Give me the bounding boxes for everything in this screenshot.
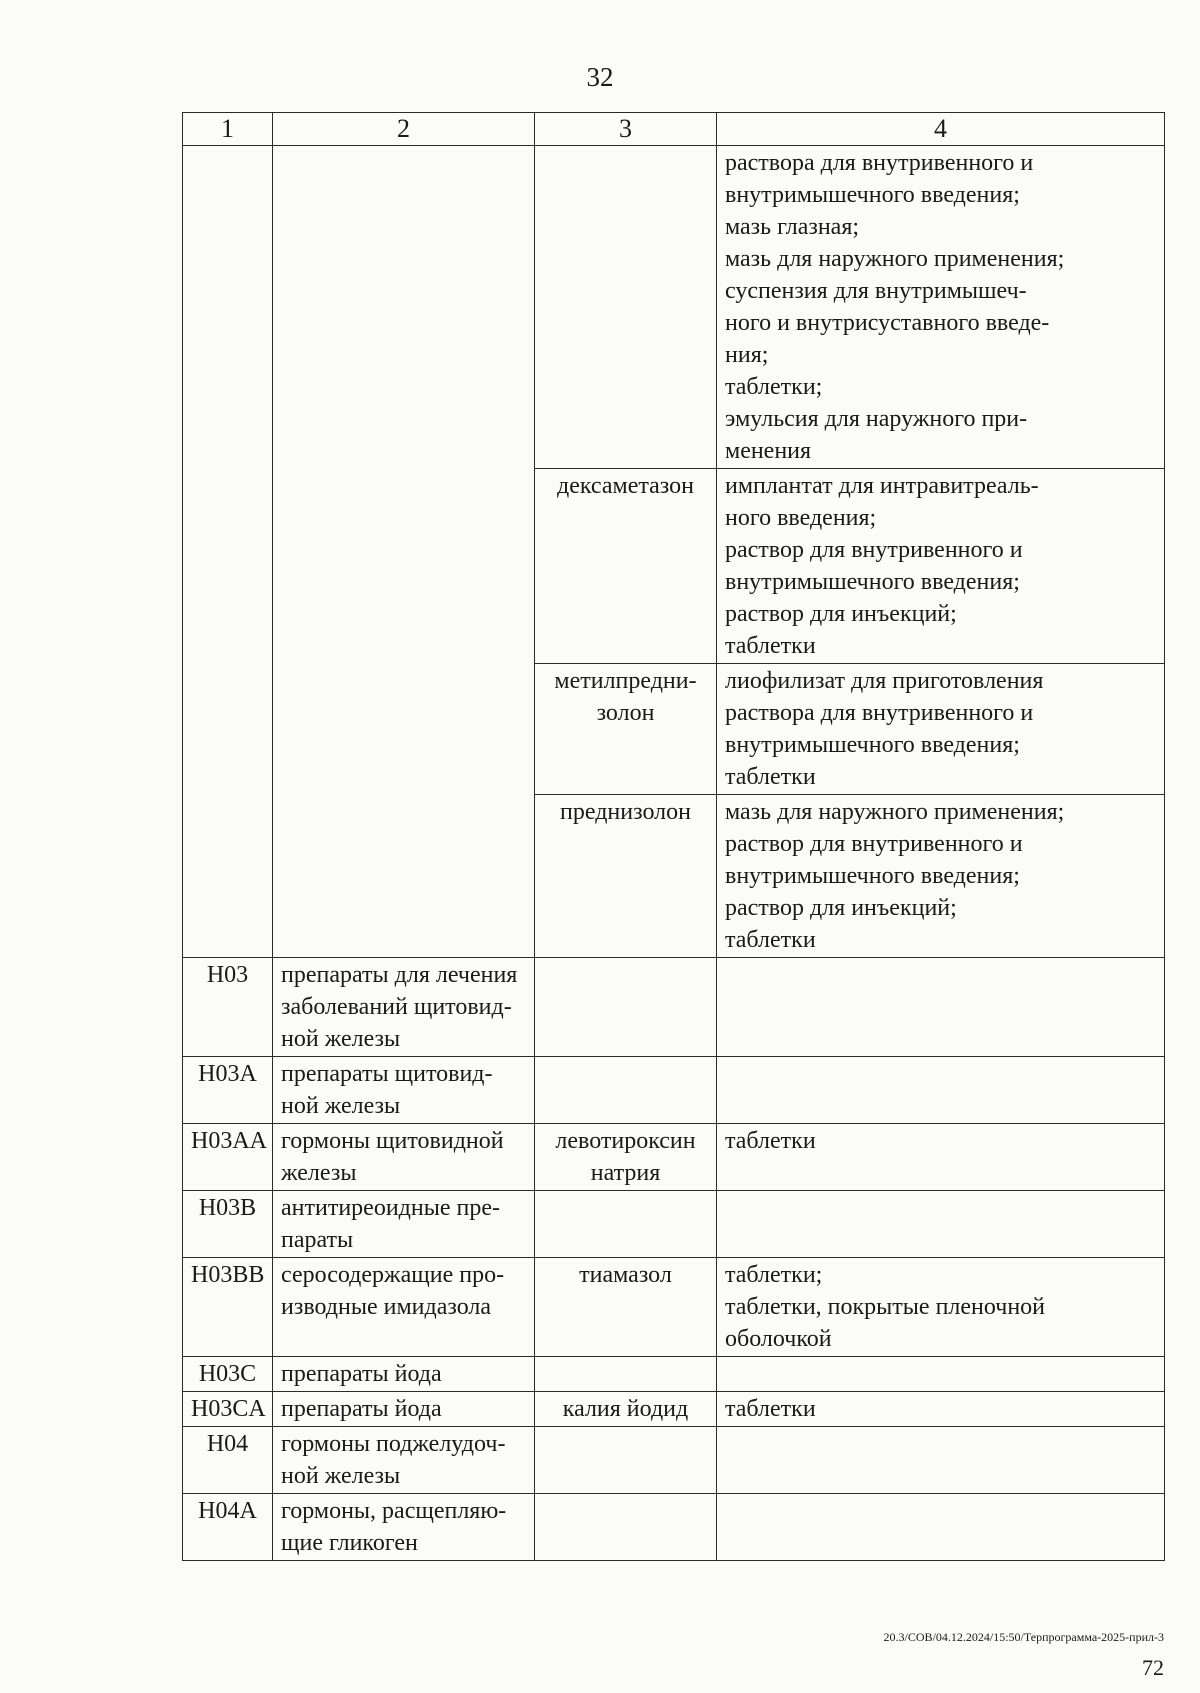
drug-name-cell <box>535 1392 717 1427</box>
header-col-4: 4 <box>717 113 1165 146</box>
cell-text-line: раствора для внутривенного и <box>725 150 1034 176</box>
cell-text-line: раствор для инъекций; <box>725 601 957 627</box>
header-col-3: 3 <box>535 113 717 146</box>
atc-code-cell: H04A <box>183 1494 273 1561</box>
cell-text-line: таблетки <box>725 633 816 659</box>
cell-text-line: препараты для лечения <box>281 962 518 988</box>
cell-text-line: раствор для инъекций; <box>725 895 957 921</box>
cell-text-line: мазь для наружного применения; <box>725 799 1065 825</box>
group-name-cell <box>273 1357 535 1392</box>
atc-code-cell: H03AA <box>183 1124 273 1191</box>
dosage-forms-cell <box>717 1357 1165 1392</box>
atc-code-cell: H03A <box>183 1057 273 1124</box>
cell-text-line: имплантат для интравитреаль- <box>725 473 1039 499</box>
cell-text-line: метилпредни- <box>554 668 697 694</box>
cell-text-line: серосодержащие про- <box>281 1262 505 1288</box>
drug-name-cell <box>535 664 717 795</box>
drug-table <box>182 112 1165 1561</box>
group-name-cell <box>273 1191 535 1258</box>
dosage-forms-cell <box>717 1191 1165 1258</box>
dosage-forms-cell <box>717 958 1165 1057</box>
table-row <box>183 1191 1165 1258</box>
empty-code-cell <box>183 146 273 958</box>
drug-name-cell <box>535 1191 717 1258</box>
cell-text-line: гормоны щитовидной <box>281 1128 504 1154</box>
cell-text-line: преднизолон <box>560 799 691 825</box>
cell-text-line: оболочкой <box>725 1326 832 1352</box>
cell-text-line: дексаметазон <box>557 473 694 499</box>
table-row <box>183 958 1165 1057</box>
drug-name-cell <box>535 958 717 1057</box>
cell-text-line: ной железы <box>281 1026 401 1052</box>
drug-name-cell <box>535 469 717 664</box>
cell-text-line: золон <box>596 700 655 726</box>
cell-text-line: левотироксин <box>555 1128 696 1154</box>
group-name-cell <box>273 958 535 1057</box>
group-name-cell <box>273 1057 535 1124</box>
drug-name-cell <box>535 795 717 958</box>
cell-text-line: ния; <box>725 342 769 368</box>
dosage-forms-cell <box>717 1258 1165 1357</box>
cell-text-line: таблетки <box>725 927 816 953</box>
cell-text-line: ного введения; <box>725 505 877 531</box>
table-row <box>183 146 1165 469</box>
cell-text-line: эмульсия для наружного при- <box>725 406 1028 432</box>
group-name-cell <box>273 1427 535 1494</box>
dosage-forms-cell <box>717 1124 1165 1191</box>
group-name-cell <box>273 1124 535 1191</box>
cell-text-line: таблетки <box>725 1128 816 1154</box>
sheet-number: 72 <box>1142 1655 1164 1680</box>
cell-text-line: менения <box>725 438 812 464</box>
drug-name-cell <box>535 1494 717 1561</box>
cell-text-line: таблетки <box>725 764 816 790</box>
cell-text-line: таблетки; <box>725 374 823 400</box>
cell-text-line: параты <box>281 1227 354 1253</box>
table-row <box>183 1357 1165 1392</box>
group-name-cell <box>273 1392 535 1427</box>
dosage-forms-cell <box>717 1427 1165 1494</box>
cell-text-line: щие гликоген <box>281 1530 418 1556</box>
drug-name-cell <box>535 1357 717 1392</box>
table-row <box>183 1427 1165 1494</box>
group-name-cell <box>273 1494 535 1561</box>
cell-text-line: антитиреоидные пре- <box>281 1195 500 1221</box>
dosage-forms-cell <box>717 1494 1165 1561</box>
header-col-2: 2 <box>273 113 535 146</box>
atc-code-cell: H03B <box>183 1191 273 1258</box>
cell-text-line: натрия <box>590 1160 661 1186</box>
empty-group-cell <box>273 146 535 958</box>
cell-text-line: калия йодид <box>562 1396 689 1422</box>
drug-name-cell <box>535 1124 717 1191</box>
dosage-forms-cell <box>717 146 1165 469</box>
dosage-forms-cell <box>717 1057 1165 1124</box>
cell-text-line: ной железы <box>281 1093 401 1119</box>
table-row <box>183 1494 1165 1561</box>
table-row <box>183 1392 1165 1427</box>
cell-text-line: препараты щитовид- <box>281 1061 493 1087</box>
table-row <box>183 1124 1165 1191</box>
atc-code-cell: H03CA <box>183 1392 273 1427</box>
drug-name-cell <box>535 1427 717 1494</box>
document-reference-code: 20.3/СОВ/04.12.2024/15:50/Терпрограмма-2025-прил-3 <box>883 1630 1164 1644</box>
cell-text-line: тиамазол <box>579 1262 672 1288</box>
cell-text-line: ного и внутрисуставного введе- <box>725 310 1050 336</box>
dosage-forms-cell <box>717 664 1165 795</box>
cell-text-line: препараты йода <box>281 1396 442 1422</box>
cell-text-line: внутримышечного введения; <box>725 569 1020 595</box>
cell-text-line: суспензия для внутримышеч- <box>725 278 1027 304</box>
atc-code-cell: H04 <box>183 1427 273 1494</box>
cell-text-line: лиофилизат для приготовления <box>725 668 1044 694</box>
cell-text-line: препараты йода <box>281 1361 442 1387</box>
cell-text-line: внутримышечного введения; <box>725 863 1020 889</box>
cell-text-line: мазь глазная; <box>725 214 860 240</box>
page-number: 32 <box>586 62 614 92</box>
dosage-forms-cell <box>717 469 1165 664</box>
table-header-row <box>183 113 1165 146</box>
table-row <box>183 1258 1165 1357</box>
dosage-forms-cell <box>717 795 1165 958</box>
cell-text-line: таблетки; <box>725 1262 823 1288</box>
cell-text-line: раствор для внутривенного и <box>725 831 1023 857</box>
atc-code-cell: H03 <box>183 958 273 1057</box>
cell-text-line: мазь для наружного применения; <box>725 246 1065 272</box>
cell-text-line: внутримышечного введения; <box>725 732 1020 758</box>
cell-text-line: изводные имидазола <box>281 1294 492 1320</box>
table-row <box>183 1057 1165 1124</box>
empty-drug-cell <box>535 146 717 469</box>
cell-text-line: таблетки, покрытые пленочной <box>725 1294 1046 1320</box>
cell-text-line: гормоны поджелудоч- <box>281 1431 506 1457</box>
drug-name-cell <box>535 1057 717 1124</box>
cell-text-line: ной железы <box>281 1463 401 1489</box>
atc-code-cell: H03C <box>183 1357 273 1392</box>
cell-text-line: заболеваний щитовид- <box>281 994 512 1020</box>
atc-code-cell: H03BB <box>183 1258 273 1357</box>
dosage-forms-cell <box>717 1392 1165 1427</box>
header-col-1: 1 <box>183 113 273 146</box>
cell-text-line: железы <box>281 1160 357 1186</box>
cell-text-line: внутримышечного введения; <box>725 182 1020 208</box>
drug-name-cell <box>535 1258 717 1357</box>
cell-text-line: гормоны, расщепляю- <box>281 1498 507 1524</box>
cell-text-line: раствор для внутривенного и <box>725 537 1023 563</box>
cell-text-line: таблетки <box>725 1396 816 1422</box>
cell-text-line: раствора для внутривенного и <box>725 700 1034 726</box>
table-body <box>183 146 1165 1561</box>
group-name-cell <box>273 1258 535 1357</box>
